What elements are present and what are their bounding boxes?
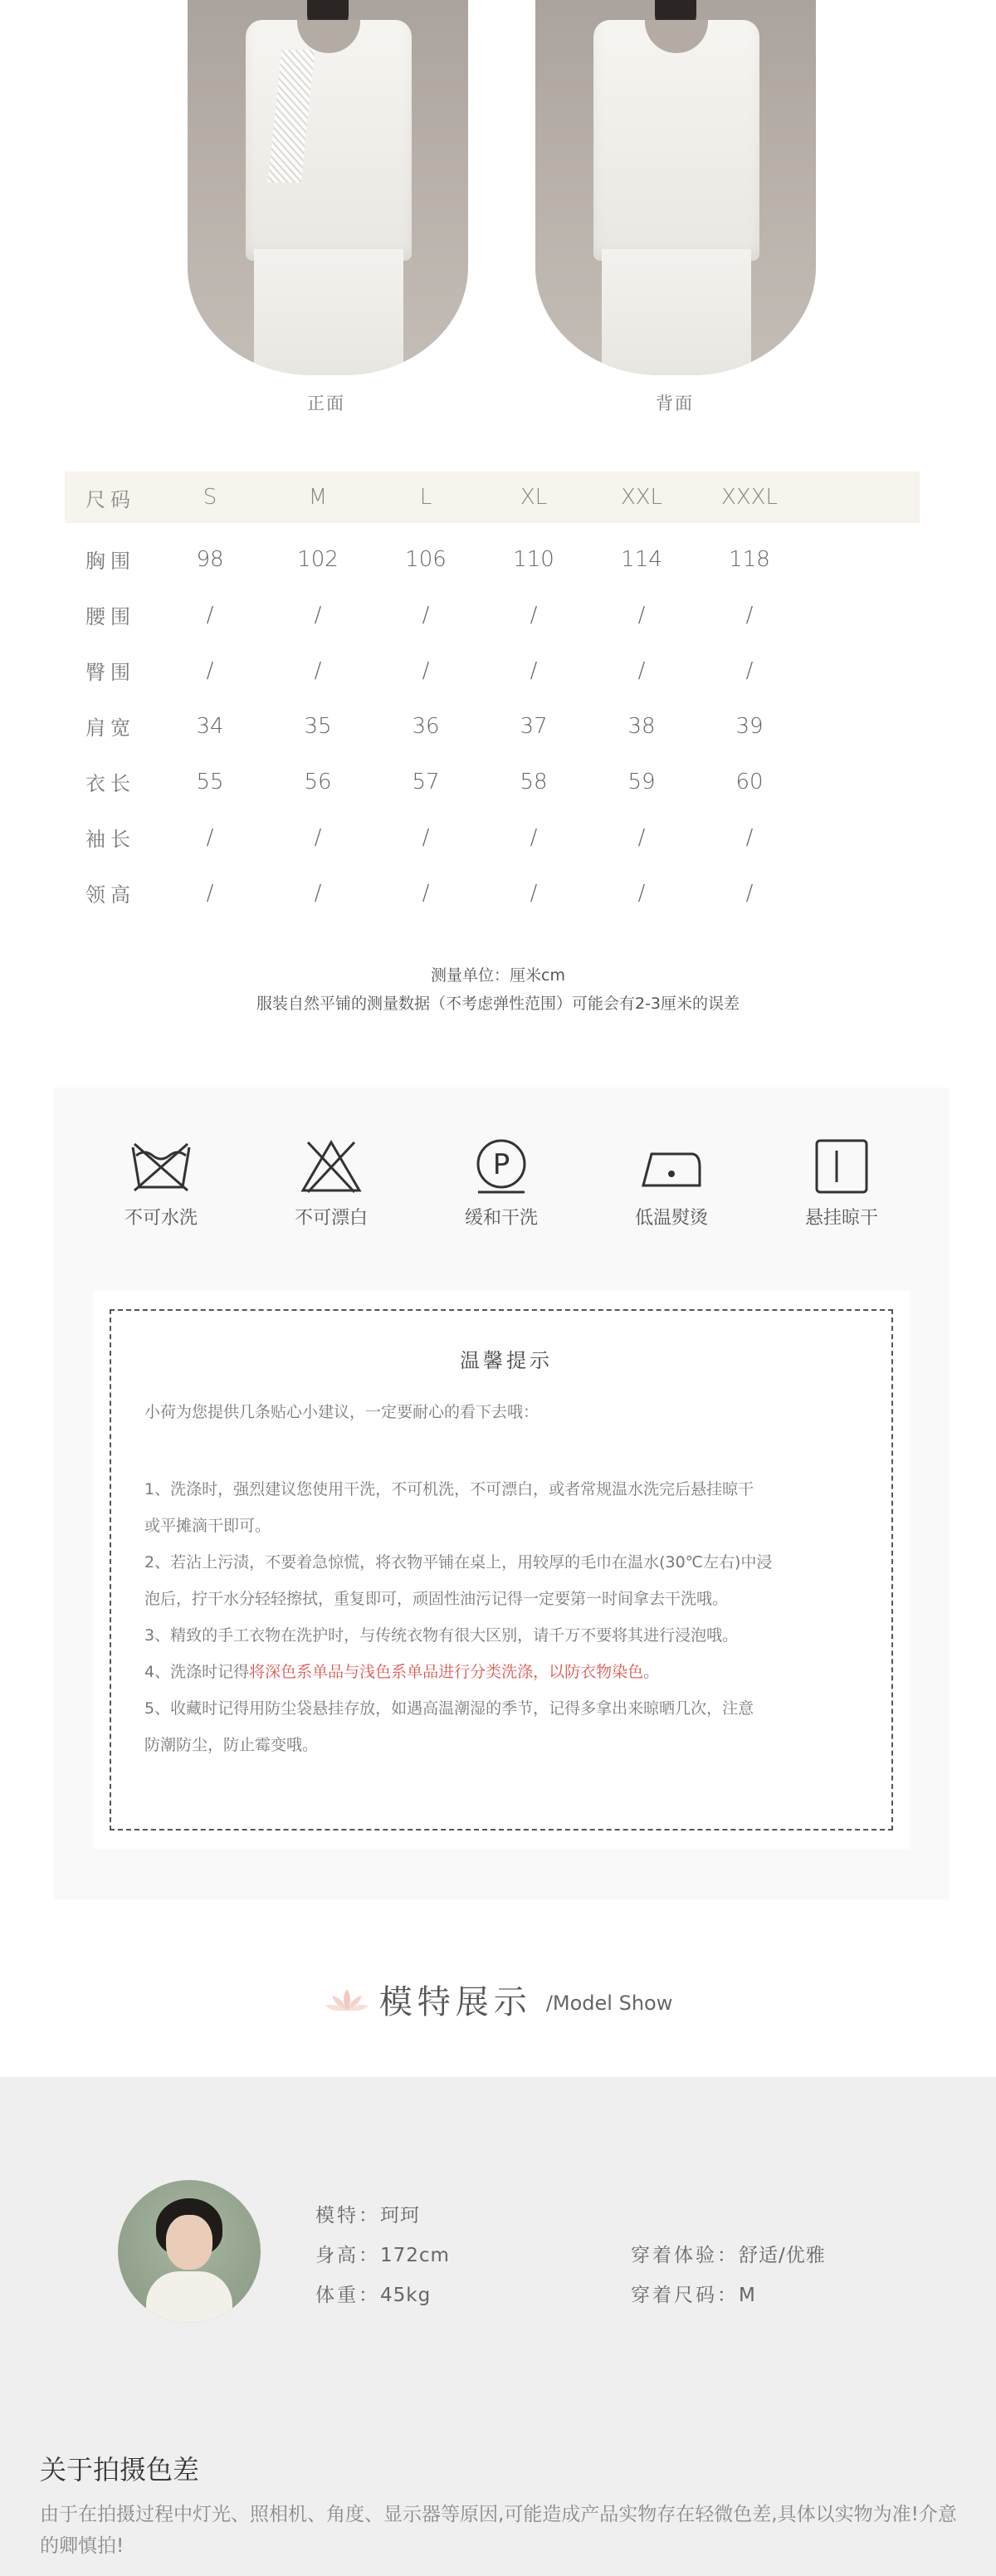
- table-cell: 58: [520, 769, 548, 794]
- table-row: [65, 587, 920, 643]
- care-item-dry-clean: [427, 1137, 576, 1245]
- tip-1a: 1、洗涤时，强烈建议您使用干洗，不可机洗，不可漂白，或者常规温水洗完后悬挂晾干: [144, 1480, 754, 1498]
- table-cell: 98: [196, 546, 224, 572]
- front-view-photo: [188, 0, 468, 375]
- table-cell: /: [637, 657, 646, 683]
- model-name-key: 模特：: [315, 2205, 380, 2227]
- measure-note: 服装自然平铺的测量数据（不考虑弹性范围）可能会有2-3厘米的误差: [256, 995, 740, 1013]
- row-label: 胸围: [85, 550, 135, 573]
- skirt: [602, 249, 751, 375]
- size-table-header: [65, 472, 920, 523]
- care-item-low-iron: [597, 1137, 746, 1245]
- experience-value: 舒适/优雅: [739, 2245, 826, 2266]
- table-cell: 39: [735, 713, 764, 739]
- care-icons-row: [86, 1137, 916, 1245]
- table-cell: /: [745, 657, 754, 683]
- model-height-key: 身高：: [315, 2245, 380, 2266]
- product-photos: [0, 0, 996, 423]
- care-label: 不可水洗: [124, 1208, 198, 1229]
- color-note-title: 关于拍摄色差: [40, 2454, 200, 2486]
- row-label: 袖长: [85, 828, 135, 851]
- table-cell: /: [422, 880, 430, 906]
- table-cell: /: [637, 824, 646, 850]
- table-cell: /: [422, 657, 430, 683]
- table-cell: /: [206, 602, 214, 628]
- table-row: [65, 754, 920, 809]
- table-cell: /: [314, 880, 322, 906]
- header-size-xl: XL: [520, 485, 548, 510]
- tip-4-suffix: 。: [643, 1663, 660, 1681]
- table-cell: 36: [412, 713, 440, 739]
- back-view-photo: [535, 0, 816, 375]
- table-cell: 37: [520, 713, 548, 739]
- no-wash-icon: [128, 1137, 194, 1195]
- table-cell: 38: [627, 713, 656, 739]
- model-show-title-en: /Model Show: [545, 1991, 673, 2015]
- no-bleach-icon: [298, 1137, 364, 1195]
- front-view-label: 正面: [307, 393, 345, 413]
- row-label: 臀围: [85, 661, 135, 684]
- table-cell: 57: [412, 769, 440, 794]
- care-label: 不可漂白: [294, 1208, 368, 1229]
- tip-5a: 5、收藏时记得用防尘袋悬挂存放，如遇高温潮湿的季节，记得多拿出来晾晒几次，注意: [144, 1699, 754, 1718]
- worn-size-line: [631, 2280, 756, 2307]
- table-cell: 118: [729, 546, 770, 572]
- tips-dashed-frame: [110, 1309, 893, 1831]
- table-cell: /: [745, 824, 754, 850]
- table-cell: /: [530, 657, 538, 683]
- care-panel: [53, 1088, 950, 1899]
- svg-text:P: P: [492, 1148, 510, 1181]
- table-row: [65, 809, 920, 865]
- tip-2b: 泡后，拧干水分轻轻擦拭，重复即可，顽固性油污记得一定要第一时间拿去干洗哦。: [144, 1590, 729, 1608]
- table-cell: /: [422, 602, 430, 628]
- model-avatar: [118, 2180, 261, 2323]
- model-show-heading: [0, 1976, 996, 2026]
- model-height-line: [315, 2240, 450, 2267]
- tip-2a: 2、若沾上污渍，不要着急惊慌，将衣物平铺在桌上，用较厚的毛巾在温水(30℃左右)中浸: [144, 1553, 773, 1572]
- model-weight-line: [315, 2280, 431, 2307]
- tip-4: [144, 1654, 868, 1690]
- skirt: [254, 249, 403, 375]
- header-size-s: S: [203, 485, 217, 510]
- table-cell: 102: [297, 546, 339, 572]
- model-weight-value: 45kg: [380, 2285, 432, 2306]
- table-cell: /: [745, 602, 754, 628]
- care-item-no-wash: [86, 1137, 236, 1245]
- color-note-text: 由于在拍摄过程中灯光、照相机、角度、显示器等原因,可能造成产品实物存在轻微色差,具体以实物为准!介意的卿慎拍!: [40, 2504, 957, 2557]
- tip-3: 3、精致的手工衣物在洗护时，与传统衣物有很大区别，请千万不要将其进行浸泡哦。: [144, 1626, 739, 1645]
- table-cell: /: [206, 657, 214, 683]
- model-name-line: [315, 2200, 420, 2227]
- care-item-no-bleach: [256, 1137, 406, 1245]
- size-notes: [0, 961, 996, 1018]
- tip-5b: 防潮防尘，防止霉变哦。: [144, 1736, 319, 1754]
- worn-size-key: 穿着尺码：: [631, 2285, 739, 2306]
- model-height-value: 172cm: [380, 2245, 450, 2266]
- table-row: [65, 865, 920, 921]
- table-cell: /: [530, 824, 538, 850]
- dry-clean-p-icon: [468, 1137, 535, 1195]
- vest-back: [593, 20, 759, 261]
- care-item-line-dry: [767, 1137, 916, 1245]
- table-cell: 35: [304, 713, 332, 739]
- table-cell: 60: [735, 769, 764, 794]
- row-label: 腰围: [85, 605, 135, 628]
- unit-note: 测量单位：厘米cm: [431, 966, 565, 985]
- header-size-l: L: [419, 485, 432, 510]
- table-cell: /: [745, 880, 754, 906]
- vest-front: [246, 20, 412, 261]
- model-show-title-cn: 模特展示: [378, 1983, 532, 2021]
- table-cell: 106: [405, 546, 447, 572]
- tips-title: 温馨提示: [460, 1349, 553, 1372]
- table-row: [65, 643, 920, 698]
- table-cell: /: [314, 824, 322, 850]
- tip-4-highlight: 将深色系单品与浅色系单品进行分类洗涤，以防衣物染色: [249, 1663, 644, 1681]
- low-iron-icon: [638, 1137, 705, 1195]
- row-label: 衣长: [85, 772, 135, 795]
- care-label: 悬挂晾干: [804, 1208, 878, 1229]
- header-size-xxxl: XXXL: [721, 485, 778, 510]
- line-dry-icon: [808, 1137, 875, 1195]
- model-name-value: 珂珂: [380, 2205, 420, 2227]
- table-cell: /: [314, 657, 322, 683]
- table-cell: /: [530, 880, 538, 906]
- tip-1b: 或平摊滴干即可。: [144, 1517, 271, 1535]
- table-row: [65, 698, 920, 754]
- table-cell: 56: [304, 769, 332, 794]
- table-cell: /: [422, 824, 430, 850]
- header-size-m: M: [308, 485, 328, 510]
- avatar-body: [146, 2271, 232, 2323]
- table-cell: 59: [627, 769, 656, 794]
- row-label: 肩宽: [85, 716, 135, 740]
- tips-box: [93, 1291, 910, 1849]
- tip-4-prefix: 4、洗涤时记得: [144, 1663, 250, 1681]
- back-view-label: 背面: [656, 393, 694, 413]
- table-cell: 55: [196, 769, 224, 794]
- table-cell: /: [314, 602, 322, 628]
- table-row: [65, 531, 920, 587]
- care-label: 缓和干洗: [464, 1208, 538, 1229]
- table-cell: /: [530, 602, 538, 628]
- table-cell: 110: [513, 546, 554, 572]
- avatar-face: [166, 2215, 212, 2270]
- row-label: 领高: [85, 883, 135, 907]
- tips-intro: 小荷为您提供几条贴心小建议，一定要耐心的看下去哦：: [144, 1403, 540, 1421]
- header-size-xxl: XXL: [620, 485, 663, 510]
- table-cell: 114: [621, 546, 662, 572]
- lotus-icon: [324, 1987, 370, 2012]
- care-label: 低温熨烫: [634, 1208, 708, 1229]
- size-table: [65, 472, 920, 921]
- header-size-label: 尺码: [85, 487, 135, 511]
- size-table-body: [65, 531, 920, 921]
- table-cell: /: [637, 880, 646, 906]
- experience-line: [631, 2240, 826, 2267]
- model-weight-key: 体重：: [315, 2285, 380, 2306]
- experience-key: 穿着体验：: [631, 2245, 739, 2266]
- table-cell: /: [637, 602, 646, 628]
- table-cell: 34: [196, 713, 224, 739]
- worn-size-value: M: [739, 2285, 756, 2306]
- table-cell: /: [206, 880, 214, 906]
- table-cell: /: [206, 824, 214, 850]
